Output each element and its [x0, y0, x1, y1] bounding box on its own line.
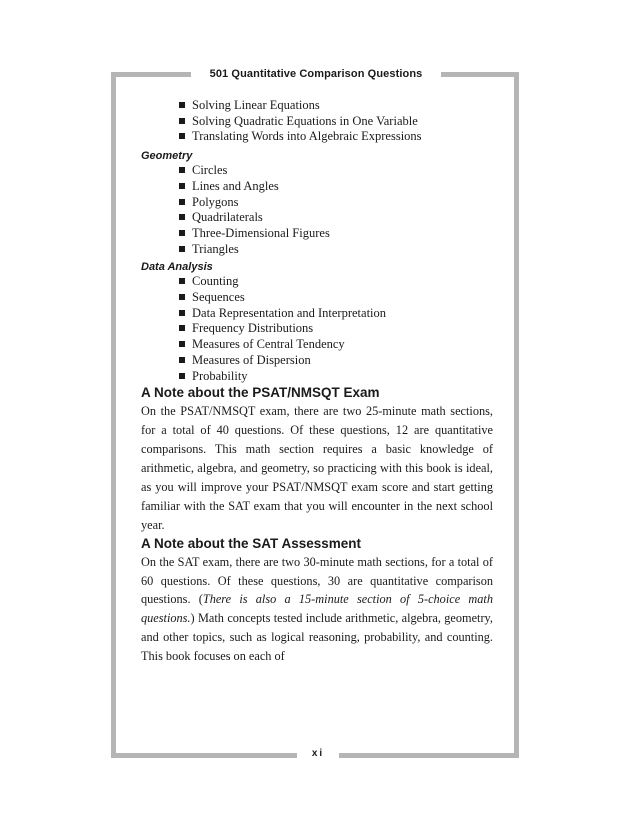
list-item [179, 306, 493, 322]
square-bullet-icon [179, 357, 185, 363]
sat-section-heading: A Note about the SAT Assessment [141, 535, 362, 551]
list-item [179, 274, 493, 290]
data-analysis-topic-list [141, 274, 493, 384]
list-item-label: Lines and Angles [192, 178, 279, 193]
sat-body-italic-note: There is also a 15-minute section of 5-choice math questions. [141, 592, 493, 626]
frame-border-top-right [441, 72, 519, 77]
square-bullet-icon [179, 183, 185, 189]
sat-body-intro: On the SAT exam, there are two 30-minute math sections, for a total of 60 questions. Of these questions, 30 are quantitative comparison questions. ( [141, 554, 493, 607]
psat-section-heading: A Note about the PSAT/NMSQT Exam [141, 385, 380, 401]
square-bullet-icon [179, 102, 185, 108]
psat-section-body: On the PSAT/NMSQT exam, there are two 25-minute math sections, for a total of 40 questions. Of these questions, 12 are quantitative comparisons. This math section requires a basic knowledge of arithmetic, algebra, and geometry, so practicing with this book is ideal, as you will improve your PSAT/NMSQT exam score and start getting familiar with the SAT exam that you will encounter in the next school year. [141, 404, 493, 532]
list-item [179, 369, 493, 385]
geometry-heading: Geometry [141, 150, 193, 163]
square-bullet-icon [179, 310, 185, 316]
square-bullet-icon [179, 246, 185, 252]
frame-border-top-left [111, 72, 191, 77]
list-item-label: Three-Dimensional Figures [192, 225, 330, 240]
list-item-label: Triangles [192, 241, 239, 256]
data-analysis-heading: Data Analysis [141, 261, 213, 274]
geometry-topic-list [141, 163, 493, 257]
square-bullet-icon [179, 199, 185, 205]
square-bullet-icon [179, 230, 185, 236]
square-bullet-icon [179, 294, 185, 300]
square-bullet-icon [179, 278, 185, 284]
page-content [141, 98, 493, 666]
list-item-label: Circles [192, 163, 228, 178]
running-head: 501 Quantitative Comparison Questions [209, 68, 423, 80]
list-item [179, 226, 493, 242]
frame-border-bottom-left [111, 753, 297, 758]
list-item [179, 195, 493, 211]
list-item-label: Translating Words into Algebraic Expressions [192, 129, 422, 144]
square-bullet-icon [179, 341, 185, 347]
list-item-label: Polygons [192, 194, 239, 209]
list-item [179, 114, 493, 130]
list-item-label: Probability [192, 368, 248, 383]
list-item-label: Counting [192, 274, 239, 289]
list-item-label: Measures of Central Tendency [192, 337, 345, 352]
list-item [179, 179, 493, 195]
sat-body-rest: ) Math concepts tested include arithmetic, algebra, geometry, and other topics, such as logical reasoning, probability, and counting. This book focuses on each of [141, 611, 493, 664]
frame-border-left [111, 72, 116, 758]
sat-section-body [141, 553, 493, 666]
list-item-label: Solving Linear Equations [192, 98, 320, 112]
list-item [179, 210, 493, 226]
frame-border-right [514, 72, 519, 758]
list-item-label: Solving Quadratic Equations in One Variable [192, 113, 418, 128]
list-item [179, 321, 493, 337]
page-number: xi [311, 748, 325, 759]
list-item-label: Measures of Dispersion [192, 352, 311, 367]
square-bullet-icon [179, 167, 185, 173]
list-item [179, 129, 493, 145]
square-bullet-icon [179, 118, 185, 124]
list-item [179, 242, 493, 258]
list-item-label: Frequency Distributions [192, 321, 314, 336]
list-item [179, 290, 493, 306]
list-item-label: Data Representation and Interpretation [192, 305, 387, 320]
algebra-topic-list [141, 98, 493, 145]
frame-border-bottom-right [339, 753, 519, 758]
square-bullet-icon [179, 133, 185, 139]
list-item-label: Sequences [192, 290, 245, 305]
list-item [179, 163, 493, 179]
list-item-label: Quadrilaterals [192, 210, 263, 225]
square-bullet-icon [179, 214, 185, 220]
list-item [179, 98, 493, 114]
square-bullet-icon [179, 325, 185, 331]
list-item [179, 337, 493, 353]
list-item [179, 353, 493, 369]
square-bullet-icon [179, 373, 185, 379]
